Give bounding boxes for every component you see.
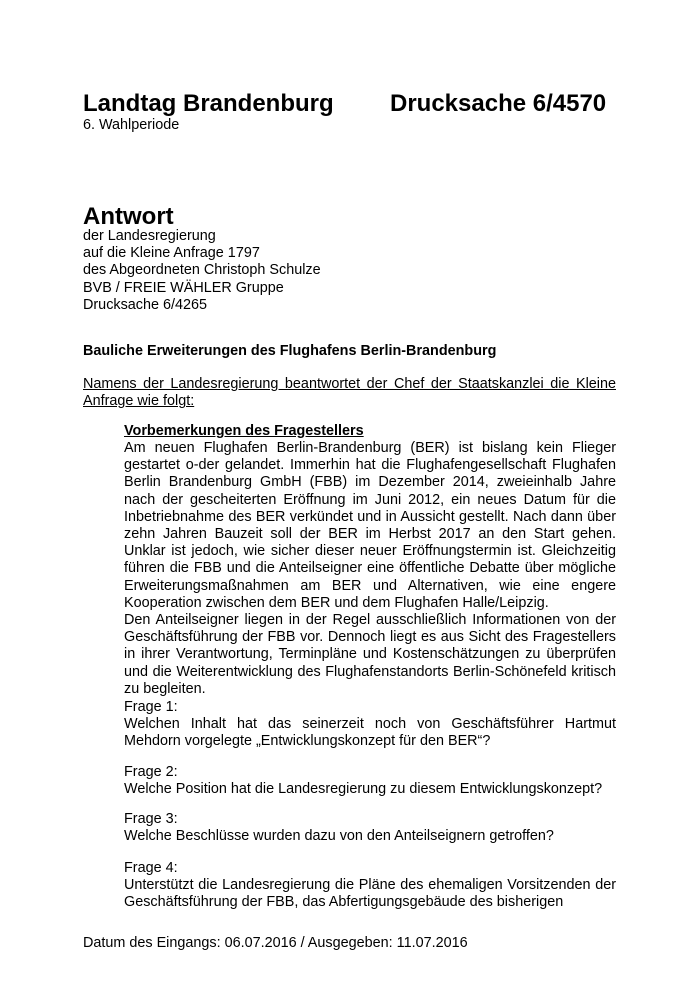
question-label: Frage 2: xyxy=(124,764,178,780)
question-text: Unterstützt die Landesregierung die Pläne des ehemaligen Vorsitzenden der Geschäftsführung der FBB, das Abfertigungsgebäude des bisherigen xyxy=(124,877,616,911)
institution-title: Landtag Brandenburg xyxy=(83,90,334,117)
meta-line: des Abgeordneten Christoph Schulze xyxy=(83,262,321,279)
question-1 xyxy=(124,699,616,751)
question-4 xyxy=(124,860,616,912)
document-type: Antwort xyxy=(83,203,174,230)
subject-heading: Bauliche Erweiterungen des Flughafens Berlin-Brandenburg xyxy=(83,343,497,359)
question-label: Frage 3: xyxy=(124,811,178,827)
intro-statement: Namens der Landesregierung beantwortet der Chef der Staatskanzlei die Kleine Anfrage wie folgt: xyxy=(83,376,616,410)
vorbemerkungen-paragraph: Den Anteilseigner liegen in der Regel ausschließlich Informationen von der Geschäftsführung der FBB vor. Dennoch liegt es aus Sicht des Fragestellers in ihrer Verantwortung, Terminpläne und Kostenschätzungen zu überprüfen und die Weiterentwicklung des Flughafenstandorts Berlin-Schönefeld kritisch zu begleiten. xyxy=(124,612,616,697)
meta-line: der Landesregierung xyxy=(83,228,216,244)
vorbemerkungen-paragraph: Am neuen Flughafen Berlin-Brandenburg (BER) ist bislang kein Flieger gestartet o-der gelandet. Immerhin hat die Flughafengesellschaft Flughafen Berlin Brandenburg GmbH (FBB) im Dezember 2014, zweieinhalb Jahre nach der gescheiterten Eröffnung im Juni 2012, ein neues Datum für die Inbetriebnahme des BER verkündet und in Aussicht gestellt. Nach dann über zehn Jahren Bauzeit soll der BER im Herbst 2017 an den Start gehen. Unklar ist jedoch, wie sicher dieser neuer Eröffnungstermin ist. Gleichzeitig führen die FBB und die Anteilseigner eine öffentliche Debatte über mögliche Erweiterungsmaßnahmen am BER und Alternativen, wie eine engere Kooperation zwischen dem BER und dem Flughafen Halle/Leipzig. xyxy=(124,440,616,611)
question-text: Welche Beschlüsse wurden dazu von den Anteilseignern getroffen? xyxy=(124,828,554,845)
question-label: Frage 4: xyxy=(124,860,178,876)
request-meta xyxy=(83,228,383,314)
footer-dates: Datum des Eingangs: 06.07.2016 / Ausgegeben: 11.07.2016 xyxy=(83,935,468,951)
meta-line: Drucksache 6/4265 xyxy=(83,296,207,313)
vorbemerkungen-body xyxy=(124,440,616,698)
meta-line: auf die Kleine Anfrage 1797 xyxy=(83,245,260,262)
question-2 xyxy=(124,764,616,798)
meta-line: BVB / FREIE WÄHLER Gruppe xyxy=(83,279,284,296)
question-3 xyxy=(124,811,616,845)
wahlperiode: 6. Wahlperiode xyxy=(83,117,180,133)
drucksache-number: Drucksache 6/4570 xyxy=(390,90,607,117)
question-text: Welchen Inhalt hat das seinerzeit noch von Geschäftsführer Hartmut Mehdorn vorgelegte „Entwicklungskonzept für den BER“? xyxy=(124,716,616,750)
vorbemerkungen-title: Vorbemerkungen des Fragestellers xyxy=(124,423,364,439)
question-text: Welche Position hat die Landesregierung zu diesem Entwicklungskonzept? xyxy=(124,781,603,798)
question-label: Frage 1: xyxy=(124,699,178,715)
